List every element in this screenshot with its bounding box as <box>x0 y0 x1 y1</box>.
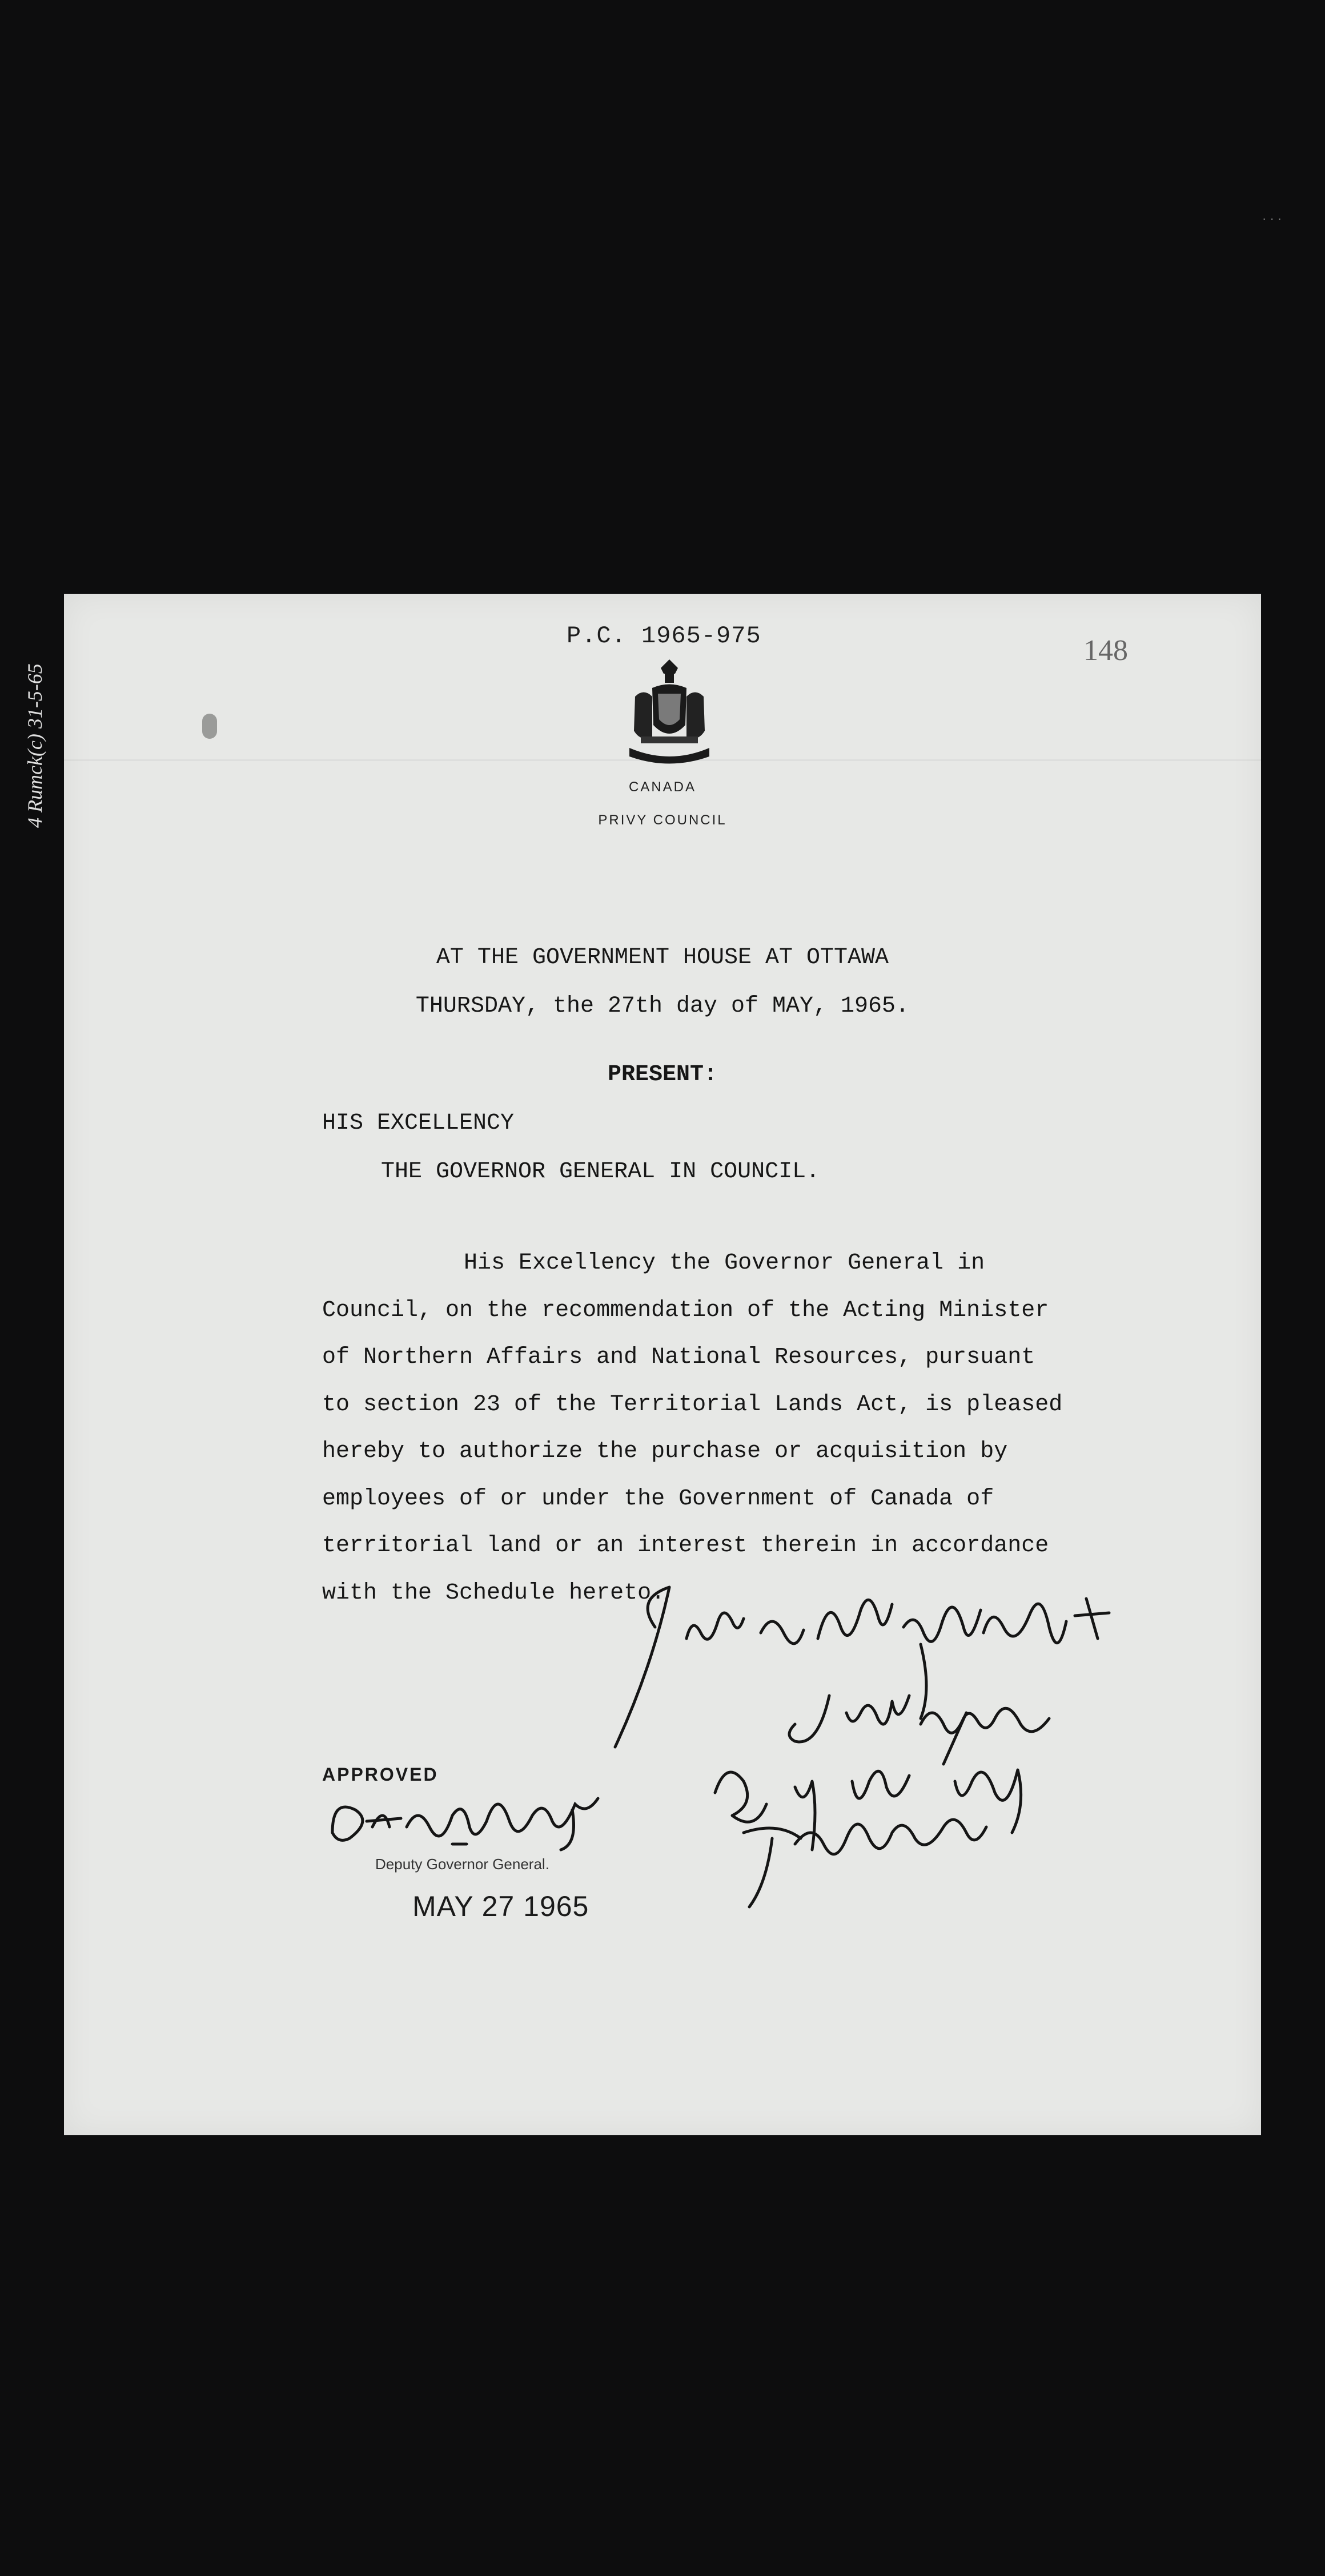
document-page <box>64 594 1261 2135</box>
approver-signature <box>321 1787 652 1855</box>
council-line: THE GOVERNOR GENERAL IN COUNCIL. <box>381 1159 820 1185</box>
approver-title: Deputy Governor General. <box>375 1855 549 1873</box>
body-line: with the Schedule hereto. <box>322 1580 665 1606</box>
scan-edge-mark: · · · <box>1262 211 1282 226</box>
order-reference: P.C. 1965-975 <box>567 622 761 650</box>
approved-label: APPROVED <box>322 1764 439 1785</box>
body-line: His Excellency the Governor General in <box>464 1250 985 1276</box>
approval-date-stamp: MAY 27 1965 <box>412 1890 589 1922</box>
header-country: CANADA <box>628 779 697 795</box>
body-line: to section 23 of the Territorial Lands Act, is pleased <box>322 1392 1063 1418</box>
body-line: Council, on the recommendation of the Acting Minister <box>322 1298 1049 1323</box>
body-line: hereby to authorize the purchase or acquisition by <box>322 1439 1008 1464</box>
excellency-line: HIS EXCELLENCY <box>322 1110 515 1136</box>
body-line: territorial land or an interest therein in accordance <box>322 1533 1049 1559</box>
date-line: THURSDAY, the 27th day of MAY, 1965. <box>415 993 910 1019</box>
minister-signatures <box>601 1564 1229 1975</box>
body-line: of Northern Affairs and National Resources, pursuant <box>322 1345 1035 1370</box>
present-label: PRESENT: <box>607 1062 718 1088</box>
header-office: PRIVY COUNCIL <box>598 812 727 828</box>
location-line: AT THE GOVERNMENT HOUSE AT OTTAWA <box>436 945 889 971</box>
page-number: 148 <box>1083 634 1128 667</box>
coat-of-arms-icon <box>624 657 715 771</box>
margin-annotation: 4 Rumck(c) 31-5-65 <box>23 663 46 828</box>
punch-hole <box>202 714 217 739</box>
body-line: employees of or under the Government of Canada of <box>322 1486 994 1512</box>
